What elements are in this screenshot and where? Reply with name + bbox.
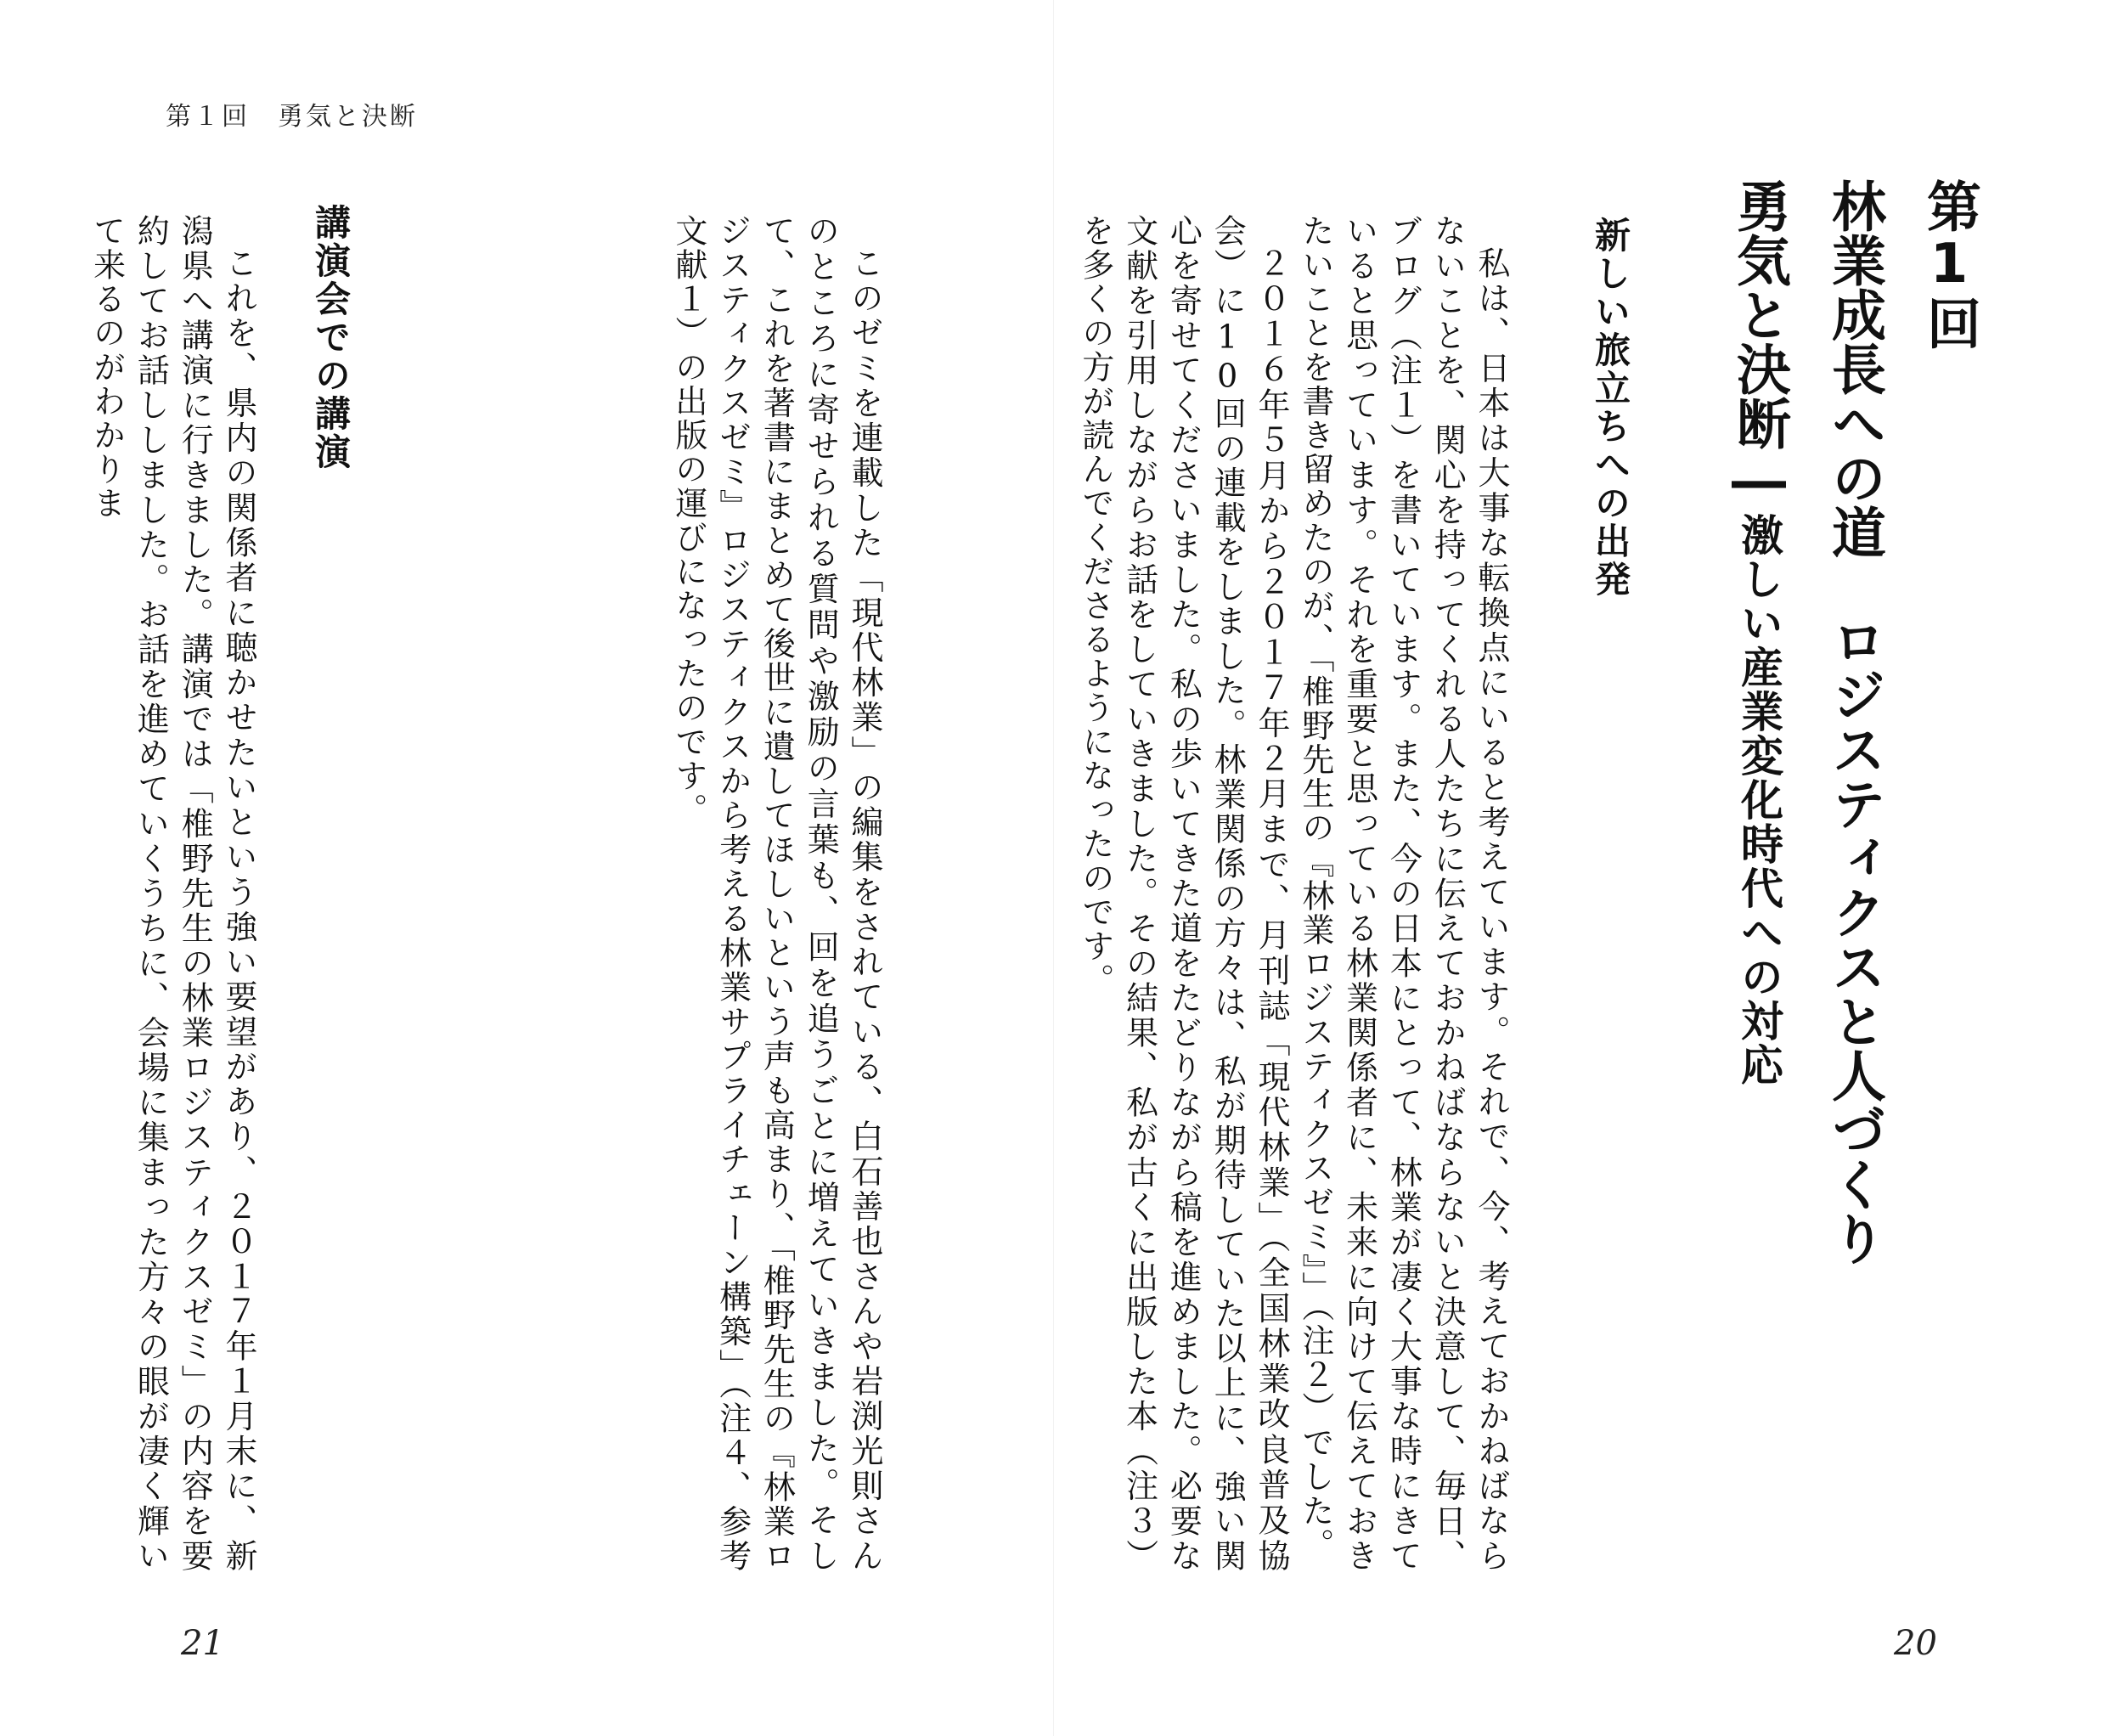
paragraph-2: ２０１６年５月から２０１７年２月まで、月刊誌「現代林業」（全国林業改良普及協会）に10回の連載をしました。林業関係の方々は、私が期待していた以上に、強い関心を寄せてくださいました。私の歩いてきた道をたどりながら稿を進めました。必要な文献を引用しながらお話をしていきました。その結果、私が古くに出版した本（注３）を多くの方が読んでくださるようになったのです。	[1076, 214, 1291, 1573]
running-head: 第１回 勇気と決断	[166, 102, 418, 132]
body-text-middle	[410, 214, 886, 1573]
chapter-subtitle: 激しい産業変化時代への対応	[1734, 513, 1783, 1087]
chapter-title-main: 勇気と決断	[1727, 178, 1790, 450]
chapter-title-line2	[1711, 178, 1806, 1452]
paragraph-1: 私は、日本は大事な転換点にいると考えています。それで、今、考えておかねばならないことを、関心を持ってくれる人たちに伝えておかねばならないと決意して、毎日、ブログ（注１）を書いています。また、今の日本にとって、林業が凄く大事な時にきていると思っています。それを重要と思っている林業関係者に、未来に向けて伝えておきたいことを書き留めたのが、「椎野先生の『林業ロジスティクスゼミ』」（注２）でした。	[1296, 214, 1510, 1573]
section-heading-1: 新しい旅立ちへの出発	[1590, 217, 1631, 599]
chapter-title-line1: 林業成長への道 ロジスティクスと人づくり	[1822, 178, 1885, 1265]
chapter-title-dash: ―	[1727, 450, 1790, 513]
chapter-label: 第1回	[1918, 178, 1980, 350]
body-text-left	[82, 214, 260, 1573]
paragraph-4: これを、県内の関係者に聴かせたいという強い要望があり、２０１７年１月末に、新潟県へ講演に行きました。講演では「椎野先生の林業ロジスティクスゼミ」の内容を要約してお話ししました。お話を進めていくうちに、会場に集まった方々の眼が凄く輝いて来るのがわかりま	[87, 214, 257, 1573]
chapter-title	[1711, 178, 1997, 1452]
section-heading-2: 講演会での講演	[310, 204, 352, 471]
paragraph-3: このゼミを連載した「現代林業」の編集をされている、白石善也さんや岩渕光則さんのところに寄せられる質問や激励の言葉も、回を追うごとに増えていきました。そして、これを著書にまとめて後世に遺してほしいという声も高まり、「椎野先生の『林業ロジスティクスゼミ』ロジスティクスから考える林業サプライチェーン構築」（注４、参考文献１）の出版の運びになったのです。	[669, 214, 883, 1573]
page-number-left: 21	[181, 1624, 224, 1663]
page-number-right: 20	[1894, 1624, 1937, 1663]
